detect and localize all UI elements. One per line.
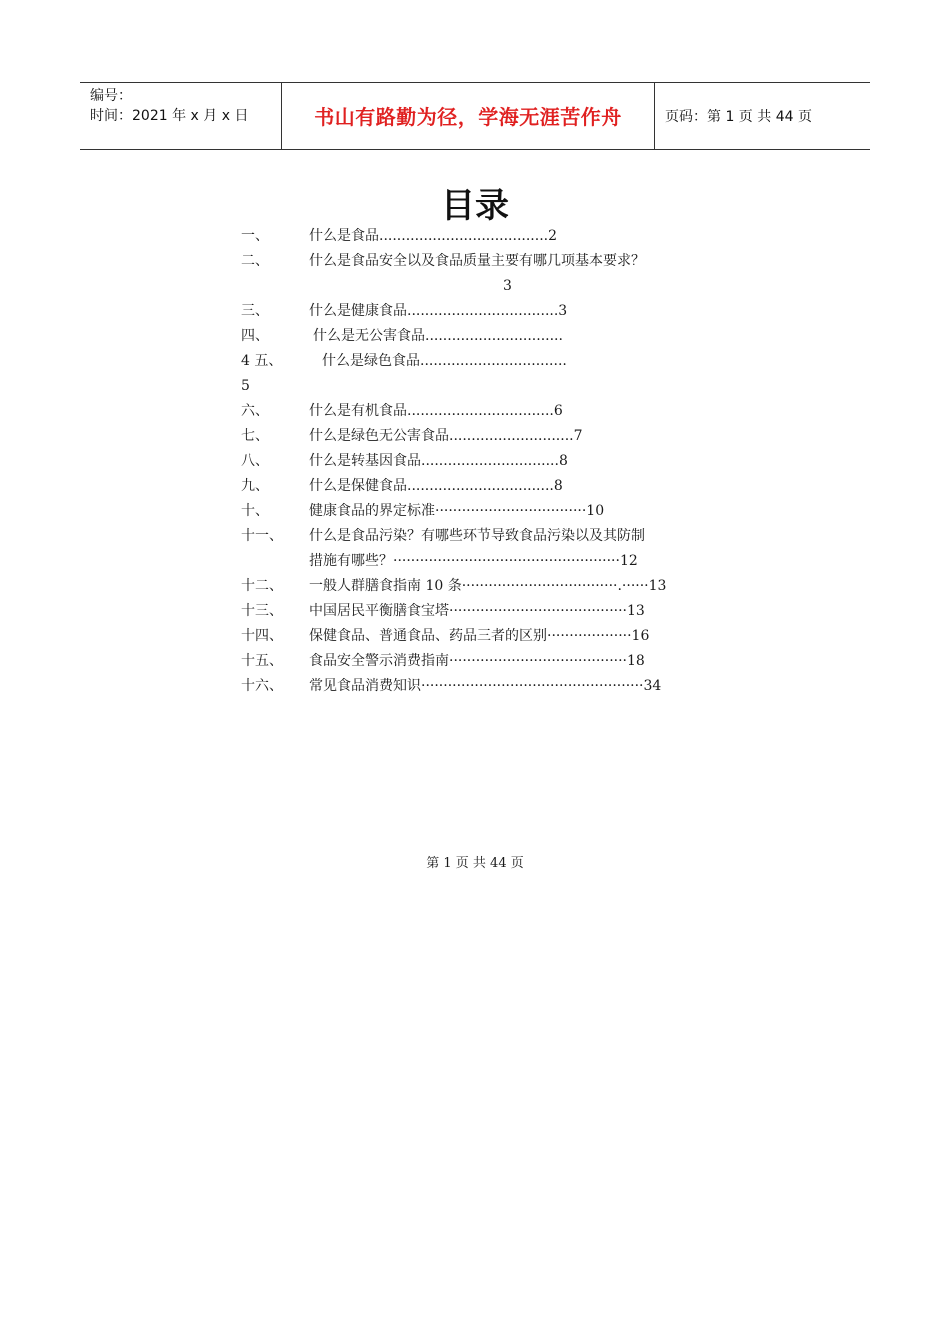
header-left-block [90, 86, 248, 126]
toc-entry-5-page: 5 [241, 378, 250, 394]
toc-entry-11-cont[interactable]: 措施有哪些？···················································12 [309, 553, 638, 569]
toc-number-6: 六、 [241, 403, 269, 419]
toc-entry-10[interactable]: 健康食品的界定标准··································10 [309, 503, 605, 519]
toc-entry-9[interactable]: 什么是保健食品.................................8 [309, 478, 563, 494]
toc-entry-3[interactable]: 什么是健康食品..................................3 [309, 303, 568, 319]
toc-entry-15[interactable]: 食品安全警示消费指南········································18 [309, 653, 645, 669]
toc-entry-12[interactable]: 一般人群膳食指南 10 条···································.······13 [309, 578, 667, 594]
toc-number-15: 十五、 [241, 653, 283, 669]
toc-number-12: 十二、 [241, 578, 283, 594]
toc-number-4: 四、 [241, 328, 269, 344]
header-page-info: 页码：第 1 页 共 44 页 [665, 109, 812, 125]
toc-number-16: 十六、 [241, 678, 283, 694]
toc-number-14: 十四、 [241, 628, 283, 644]
header-motto: 书山有路勤为径，学海无涯苦作舟 [314, 105, 622, 129]
toc-entry-1[interactable]: 什么是食品......................................2 [309, 228, 558, 244]
page-title: 目录 [441, 186, 509, 226]
toc-number-11: 十一、 [241, 528, 283, 544]
toc-entry-13[interactable]: 中国居民平衡膳食宝塔········································13 [309, 603, 645, 619]
toc-number-8: 八、 [241, 453, 269, 469]
toc-number-2: 二、 [241, 253, 269, 269]
toc-entry-16[interactable]: 常见食品消费知识··················································34 [309, 678, 662, 694]
toc-entry-2-page: 3 [503, 278, 512, 294]
toc-number-10: 十、 [241, 503, 269, 519]
toc-entry-11[interactable]: 什么是食品污染？有哪些环节导致食品污染以及其防制 [309, 528, 645, 544]
toc-entry-8[interactable]: 什么是转基因食品...............................8 [309, 453, 568, 469]
document-time-label: 时间：2021 年 x 月 x 日 [90, 108, 249, 124]
toc-number-3: 三、 [241, 303, 269, 319]
page-footer: 第 1 页 共 44 页 [426, 856, 524, 871]
header-bottom-rule [80, 149, 870, 150]
toc-number-9: 九、 [241, 478, 269, 494]
header-divider-right [654, 82, 655, 149]
toc-number-5: 4 五、 [241, 353, 283, 369]
toc-entry-4[interactable]: 什么是无公害食品............................... [313, 328, 563, 344]
toc-entry-7[interactable]: 什么是绿色无公害食品............................7 [309, 428, 583, 444]
toc-entry-14[interactable]: 保健食品、普通食品、药品三者的区别···················16 [309, 628, 650, 644]
toc-number-1: 一、 [241, 228, 269, 244]
toc-number-7: 七、 [241, 428, 269, 444]
toc-entry-5[interactable]: 什么是绿色食品................................. [322, 353, 567, 369]
toc-entry-6[interactable]: 什么是有机食品.................................6 [309, 403, 563, 419]
document-number-label: 编号： [90, 88, 132, 104]
toc-entry-2[interactable]: 什么是食品安全以及食品质量主要有哪几项基本要求？ [309, 253, 645, 269]
toc-number-13: 十三、 [241, 603, 283, 619]
